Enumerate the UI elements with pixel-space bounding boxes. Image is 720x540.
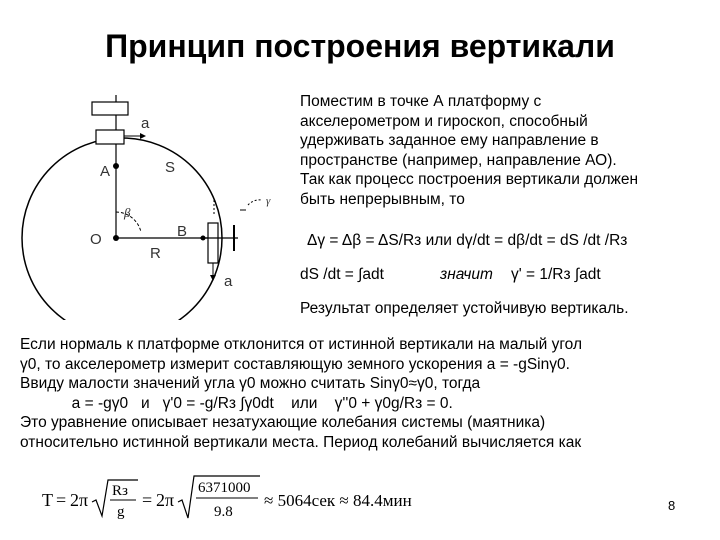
point-A bbox=[113, 163, 119, 169]
formula-num: 6371000 bbox=[198, 480, 251, 496]
formula-T: T bbox=[42, 490, 53, 510]
formula-eq-2: = bbox=[142, 490, 153, 510]
label-beta: β bbox=[124, 205, 131, 220]
label-gamma: γ bbox=[266, 195, 271, 207]
equation-2-right: γ' = 1/Rз ∫adt bbox=[511, 266, 601, 283]
right-text-line: Так как процесс построения вертикали должен bbox=[300, 171, 639, 188]
body-line: a = -gγ0 и γ'0 = -g/Rз ∫γ0dt или γ''0 + γ0g/Rз = 0. bbox=[20, 394, 453, 412]
point-O bbox=[113, 235, 119, 241]
vertical-construction-diagram bbox=[0, 80, 300, 320]
formula-R: Rз bbox=[112, 483, 128, 499]
result-text: Результат определяет устойчивую вертикаль. bbox=[300, 300, 629, 317]
body-line: γ0, то акселерометр измерит составляющую земного ускорения a = -gSinγ0. bbox=[20, 355, 570, 373]
body-text-block bbox=[20, 335, 710, 452]
point-B bbox=[201, 236, 206, 241]
arrow-a-bottom-head bbox=[210, 275, 216, 281]
platform-B bbox=[208, 223, 218, 263]
formula-2pi-1: 2π bbox=[70, 490, 89, 510]
body-line: относительно истинной вертикали места. Период колебаний вычисляется как bbox=[20, 433, 582, 451]
body-line: Если нормаль к платформе отклонится от истинной вертикали на малый угол bbox=[20, 336, 582, 353]
formula-g: g bbox=[117, 504, 125, 520]
equation-1: Δγ = Δβ = ΔS/Rз или dγ/dt = dβ/dt = dS /dt /Rз bbox=[307, 232, 628, 249]
slide-title: Принцип построения вертикали bbox=[105, 28, 615, 64]
arrow-a-top-head bbox=[140, 133, 146, 139]
right-text-line: удерживать заданное ему направление в bbox=[300, 132, 599, 149]
accelerometer-block bbox=[96, 130, 124, 144]
label-a-top: a bbox=[141, 115, 150, 132]
gyro-block bbox=[92, 102, 128, 115]
right-text-line: Поместим в точке А платформу с bbox=[300, 93, 542, 110]
body-line: Это уравнение описывает незатухающие колебания системы (маятника) bbox=[20, 414, 546, 431]
label-A: A bbox=[100, 163, 111, 180]
right-text-line: пространстве (например, направление АО). bbox=[300, 151, 617, 169]
label-S: S bbox=[165, 159, 176, 176]
gamma-arc bbox=[248, 200, 262, 205]
right-text-line: быть непрерывным, то bbox=[300, 190, 465, 208]
earth-circle bbox=[22, 138, 222, 320]
equation-2-mid: значит bbox=[440, 266, 493, 283]
label-a-bottom: a bbox=[224, 273, 233, 290]
formula-result: ≈ 5064сек ≈ 84.4мин bbox=[264, 491, 412, 510]
page-number: 8 bbox=[668, 498, 676, 513]
equation-2-left: dS /dt = ∫adt bbox=[300, 266, 384, 283]
label-B: B bbox=[177, 223, 188, 240]
formula-eq: = bbox=[56, 490, 67, 510]
right-text-line: акселерометром и гироскоп, способный bbox=[300, 112, 588, 130]
period-formula bbox=[40, 470, 500, 530]
body-line: Ввиду малости значений угла γ0 можно считать Sinγ0≈γ0, тогда bbox=[20, 375, 481, 392]
label-O: O bbox=[90, 231, 102, 248]
right-text-block bbox=[300, 92, 710, 209]
formula-2pi-2: 2π bbox=[156, 490, 175, 510]
formula-den: 9.8 bbox=[214, 504, 233, 520]
label-R: R bbox=[150, 245, 161, 262]
